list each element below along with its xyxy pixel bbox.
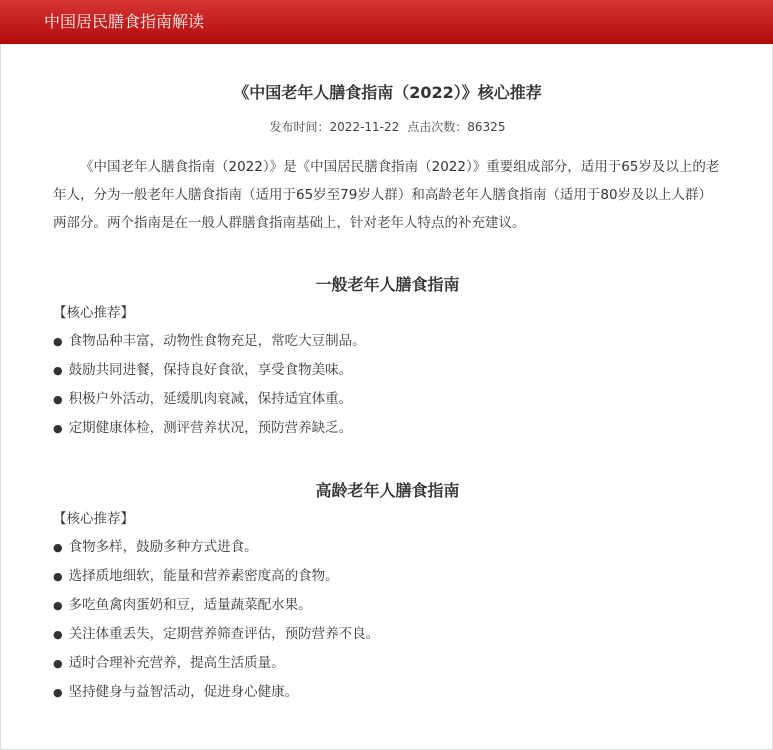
section-tag: 【核心推荐】 (53, 305, 134, 321)
list-item: ● 积极户外活动，延缓肌肉衰减，保持适宜体重。 (53, 385, 722, 414)
list-item: ● 关注体重丢失，定期营养筛查评估，预防营养不良。 (53, 620, 722, 649)
article-meta (53, 117, 722, 137)
list-item: ● 鼓励共同进餐，保持良好食欲，享受食物美味。 (53, 356, 722, 385)
section-title: 一般老年人膳食指南 (315, 275, 460, 294)
list-item: ● 选择质地细软，能量和营养素密度高的食物。 (53, 562, 722, 591)
list-item: ● 食物品种丰富，动物性食物充足，常吃大豆制品。 (53, 327, 722, 356)
recommendation-list (53, 533, 722, 707)
intro-paragraph: 《中国老年人膳食指南（2022）》是《中国居民膳食指南（2022）》重要组成部分，适用于65岁及以上的老年人，分为一般老年人膳食指南（适用于65岁至79岁人群）和高龄老年人膳食指南（适用于80岁及以上人群）两部分。两个指南是在一般人群膳食指南基础上，针对老年人特点的补充建议。 (53, 159, 720, 231)
article-title: 《中国老年人膳食指南（2022）》核心推荐 (233, 83, 542, 102)
list-item: ● 适时合理补充营养，提高生活质量。 (53, 649, 722, 678)
section-tag: 【核心推荐】 (53, 511, 134, 527)
publish-date: 发布时间：2022-11-22 (269, 120, 400, 134)
list-item: ● 定期健康体检，测评营养状况，预防营养缺乏。 (53, 414, 722, 443)
recommendation-list (53, 327, 722, 443)
section-title: 高龄老年人膳食指南 (315, 481, 460, 500)
list-item: ● 食物多样，鼓励多种方式进食。 (53, 533, 722, 562)
view-count: 点击次数：86325 (407, 120, 506, 134)
list-item: ● 坚持健身与益智活动，促进身心健康。 (53, 678, 722, 707)
list-item: ● 多吃鱼禽肉蛋奶和豆，适量蔬菜配水果。 (53, 591, 722, 620)
site-header (0, 0, 773, 44)
site-title[interactable]: 中国居民膳食指南解读 (44, 12, 205, 31)
article (0, 44, 773, 750)
